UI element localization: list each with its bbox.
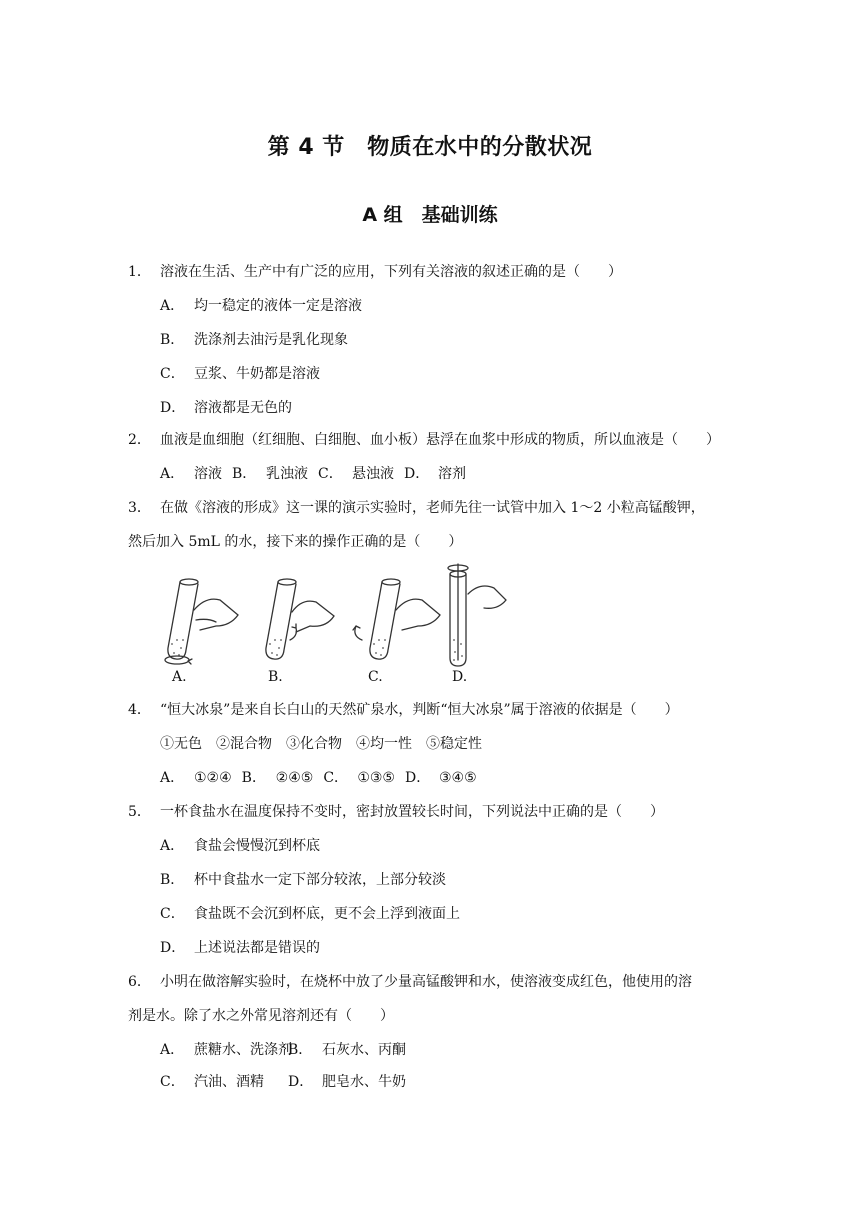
question-text: 在做《溶液的形成》这一课的演示实验时，老师先往一试管中加入 1～2 小粒高锰酸钾， (160, 500, 705, 516)
question-number: 5． (128, 804, 151, 820)
option-5b (160, 870, 446, 890)
option-2d: D． 溶剂 (404, 466, 466, 482)
option-5d (160, 938, 320, 958)
figure-label-b: B. (268, 669, 283, 685)
option-text: 洗涤剂去油污是乳化现象 (194, 332, 348, 348)
option-4a: A． ①②④ (160, 770, 232, 786)
option-text: 溶液都是无色的 (194, 400, 292, 416)
figure-b-illustration (266, 579, 334, 659)
option-label: D． (160, 400, 186, 416)
option-text: 上述说法都是错误的 (194, 940, 320, 956)
option-2a: A． 溶液 (160, 466, 222, 482)
option-6d: D． 肥皂水、牛奶 (288, 1074, 406, 1090)
question-number: 6． (128, 974, 151, 990)
option-4c: C． ①③⑤ (323, 770, 395, 786)
question-number: 2． (128, 432, 151, 448)
figure-label-a: A. (172, 669, 187, 685)
question-4 (128, 700, 679, 720)
question-number: 1． (128, 264, 151, 280)
option-2b: B． 乳浊液 (232, 466, 308, 482)
question-number: 4． (128, 702, 151, 718)
figure-label-c: C. (368, 669, 383, 685)
question-5 (128, 802, 664, 822)
question-text: 溶液在生活、生产中有广泛的应用，下列有关溶液的叙述正确的是（ ） (160, 264, 622, 280)
question-3 (128, 498, 705, 518)
figure-a-illustration (165, 579, 238, 664)
option-label: C． (160, 366, 185, 382)
option-6a: A． 蔗糖水、洗涤剂 (160, 1042, 292, 1058)
option-4d: D． ③④⑤ (404, 770, 477, 786)
figure-d-illustration (448, 564, 506, 666)
question-4-items: ①无色 ②混合物 ③化合物 ④均一性 ⑤稳定性 (160, 736, 482, 752)
options-6-row1 (160, 1040, 416, 1060)
question-text: 一杯食盐水在温度保持不变时，密封放置较长时间，下列说法中正确的是（ ） (160, 804, 664, 820)
option-6b: B． 石灰水、丙酮 (288, 1042, 406, 1058)
question-6-continued: 剂是水。除了水之外常见溶剂还有（ ） (128, 1008, 394, 1024)
option-2c: C． 悬浊液 (318, 466, 394, 482)
option-5c (160, 904, 460, 924)
question-text: 血液是血细胞（红细胞、白细胞、血小板）悬浮在血浆中形成的物质，所以血液是（ ） (160, 432, 720, 448)
figure-c-illustration (353, 579, 440, 659)
option-5a (160, 836, 320, 856)
option-1c (160, 364, 320, 384)
options-4 (160, 768, 487, 788)
question-1 (128, 262, 622, 282)
option-1a (160, 296, 362, 316)
section-heading: A 组 基础训练 (362, 204, 498, 226)
question-number: 3． (128, 500, 151, 516)
option-1d (160, 398, 292, 418)
question-text: “恒大冰泉”是来自长白山的天然矿泉水，判断“恒大冰泉”属于溶液的依据是（ ） (160, 702, 679, 718)
figure-label-d: D. (452, 669, 468, 685)
option-text: 杯中食盐水一定下部分较浓，上部分较淡 (194, 872, 446, 888)
option-label: B． (160, 332, 185, 348)
option-label: D． (160, 940, 186, 956)
test-tube-figure (150, 560, 510, 685)
question-2 (128, 430, 720, 450)
options-6-row2 (160, 1072, 416, 1092)
option-4b: B． ②④⑤ (241, 770, 314, 786)
option-6c: C． 汽油、酒精 (160, 1074, 264, 1090)
option-text: 食盐会慢慢沉到杯底 (194, 838, 320, 854)
option-label: A． (160, 298, 185, 314)
option-text: 均一稳定的液体一定是溶液 (194, 298, 362, 314)
question-text: 小明在做溶解实验时，在烧杯中放了少量高锰酸钾和水，使溶液变成红色，他使用的溶 (160, 974, 692, 990)
option-label: C． (160, 906, 185, 922)
page-title: 第 4 节 物质在水中的分散状况 (267, 135, 593, 160)
question-6 (128, 972, 692, 992)
option-label: A． (160, 838, 185, 854)
option-text: 豆浆、牛奶都是溶液 (194, 366, 320, 382)
option-label: B． (160, 872, 185, 888)
options-2 (160, 464, 476, 484)
option-text: 食盐既不会沉到杯底，更不会上浮到液面上 (194, 906, 460, 922)
option-1b (160, 330, 348, 350)
question-3-continued: 然后加入 5mL 的水，接下来的操作正确的是（ ） (128, 534, 463, 550)
